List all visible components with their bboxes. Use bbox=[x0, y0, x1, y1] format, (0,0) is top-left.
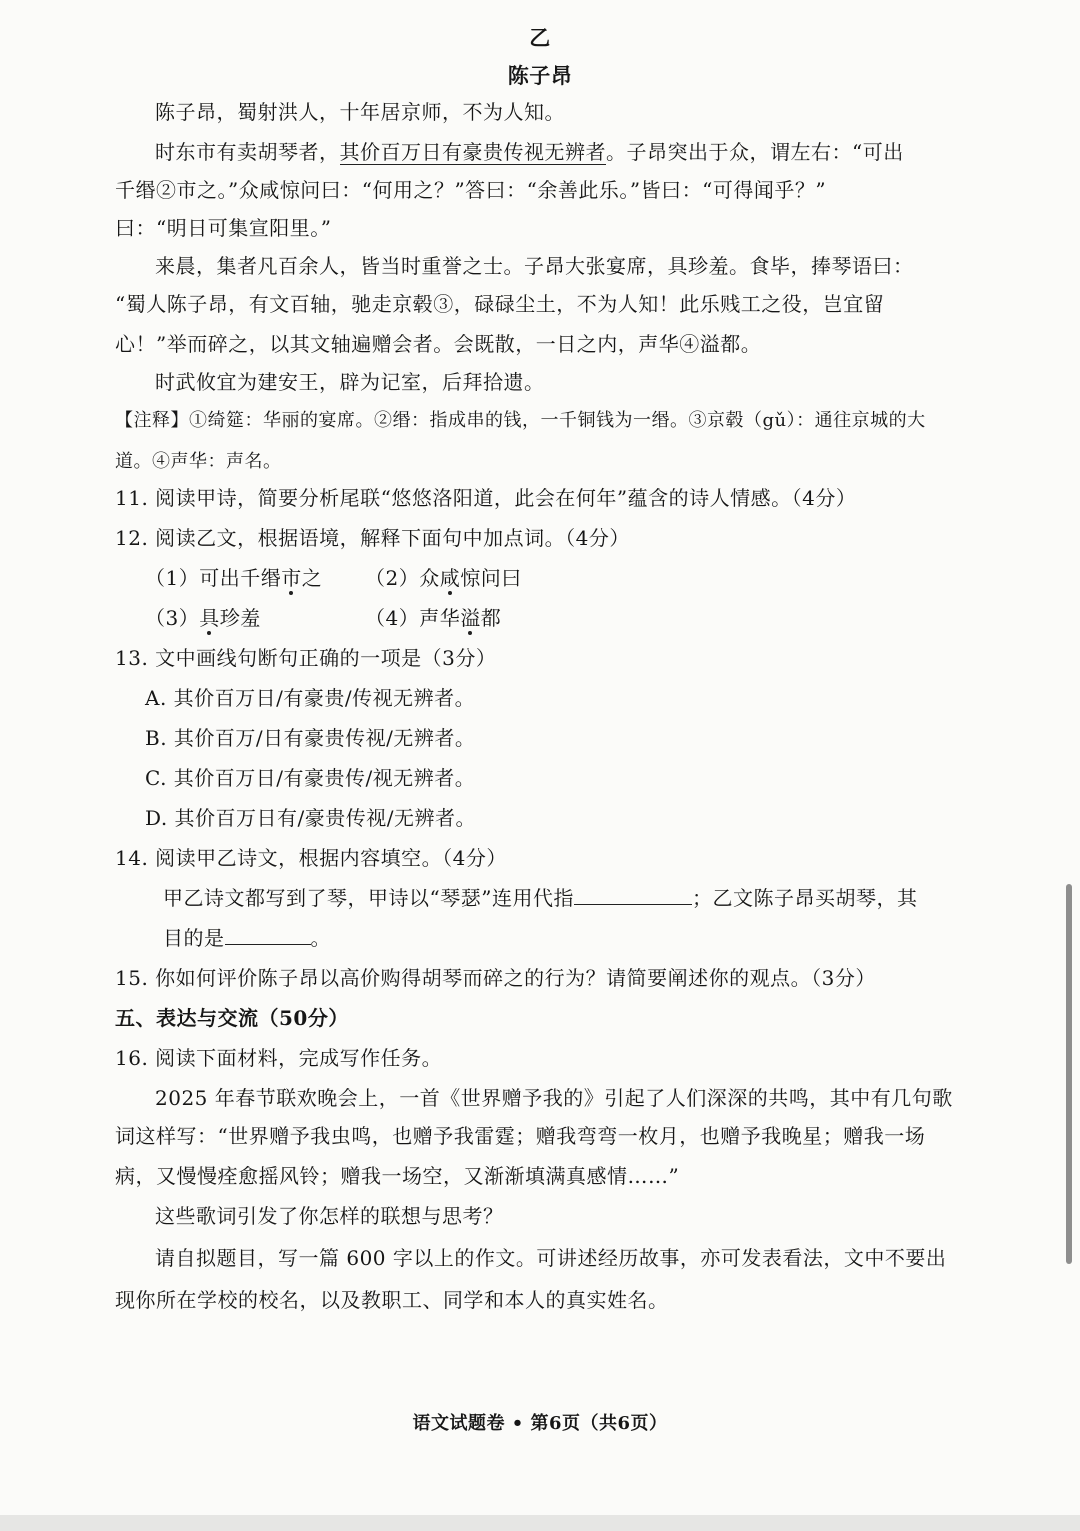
q12-item-4: （4）声华溢都 bbox=[365, 606, 502, 630]
q12-item-2: （2）众咸惊问曰 bbox=[365, 566, 522, 590]
passage-line: 曰：“明日可集宣阳里。” bbox=[115, 216, 332, 240]
passage-line: 千缗②市之。”众咸惊问曰：“何用之？”答曰：“余善此乐。”皆曰：“可得闻乎？” bbox=[115, 178, 827, 202]
section-label: 乙 bbox=[529, 25, 551, 50]
question-16: 16. 阅读下面材料，完成写作任务。 bbox=[115, 1046, 443, 1070]
passage-title: 陈子昂 bbox=[507, 63, 573, 88]
question-12: 12. 阅读乙文，根据语境，解释下面句中加点词。（4分） bbox=[115, 526, 630, 550]
question-14: 14. 阅读甲乙诗文，根据内容填空。（4分） bbox=[115, 846, 507, 870]
dotted-word: 咸 bbox=[439, 566, 461, 590]
question-15: 15. 你如何评价陈子昂以高价购得胡琴而碎之的行为？请简要阐述你的观点。（3分） bbox=[115, 966, 876, 990]
answer-blank[interactable] bbox=[574, 886, 692, 905]
scrollbar-thumb[interactable] bbox=[1066, 884, 1072, 1264]
underlined-sentence: 其价百万日有豪贵传视无辨者 bbox=[339, 140, 606, 164]
passage-paragraph-2: 时东市有卖胡琴者，其价百万日有豪贵传视无辨者。子昂突出于众，谓左右：“可出 bbox=[155, 140, 904, 164]
page-footer: 语文试题卷 • 第6页（共6页） bbox=[412, 1413, 668, 1434]
option-a: A. 其价百万日/有豪贵/传视无辨者。 bbox=[145, 686, 476, 710]
material-line: 病，又慢慢痊愈摇风铃；赠我一场空，又渐渐填满真感情……” bbox=[115, 1164, 680, 1188]
answer-blank[interactable] bbox=[225, 926, 311, 945]
q12-item-1: （1）可出千缗市之 bbox=[145, 566, 323, 590]
option-b: B. 其价百万/日有豪贵传视/无辨者。 bbox=[145, 726, 476, 750]
bottom-edge bbox=[0, 1515, 1080, 1531]
passage-line: “蜀人陈子昂，有文百轴，驰走京毂③，碌碌尘土，不为人知！此乐贱工之役，岂宜留 bbox=[115, 292, 885, 316]
notes-line: 道。④声华：声名。 bbox=[115, 451, 282, 472]
q14-line-2: 目的是 。 bbox=[163, 926, 331, 950]
material-line: 词这样写：“世界赠予我虫鸣，也赠予我雷霆；赠我弯弯一枚月，也赠予我晚星；赠我一场 bbox=[115, 1124, 926, 1148]
passage-paragraph-3: 来晨，集者凡百余人，皆当时重誉之士。子昂大张宴席，具珍羞。食毕，捧琴语曰： bbox=[155, 254, 914, 278]
option-c: C. 其价百万日/有豪贵传/视无辨者。 bbox=[145, 766, 476, 790]
prompt-line: 现你所在学校的校名，以及教职工、同学和本人的真实姓名。 bbox=[115, 1288, 669, 1312]
option-d: D. 其价百万日有/豪贵传视/无辨者。 bbox=[145, 806, 477, 830]
material-line: 2025 年春节联欢晚会上，一首《世界赠予我的》引起了人们深深的共鸣，其中有几句歌 bbox=[155, 1086, 953, 1110]
prompt-line: 请自拟题目，写一篇 600 字以上的作文。可讲述经历故事，亦可发表看法，文中不要出 bbox=[155, 1246, 947, 1270]
passage-paragraph-1: 陈子昂，蜀射洪人，十年居京师，不为人知。 bbox=[155, 100, 565, 124]
passage-paragraph-4: 时武攸宜为建安王，辟为记室，后拜拾遗。 bbox=[155, 370, 545, 394]
dotted-word: 具 bbox=[199, 606, 220, 630]
prompt-line: 这些歌词引发了你怎样的联想与思考？ bbox=[155, 1204, 504, 1228]
q12-item-3: （3）具珍羞 bbox=[145, 606, 261, 630]
dotted-word: 市 bbox=[281, 566, 302, 590]
question-11: 11. 阅读甲诗，简要分析尾联“悠悠洛阳道，此会在何年”蕴含的诗人情感。（4分） bbox=[115, 486, 857, 510]
dotted-word: 溢 bbox=[460, 606, 481, 630]
q14-line-1: 甲乙诗文都写到了琴，甲诗以“琴瑟”连用代指 ；乙文陈子昂买胡琴，其 bbox=[163, 886, 918, 910]
question-13: 13. 文中画线句断句正确的一项是（3分） bbox=[115, 646, 497, 670]
notes-line: 【注释】①绮筵：华丽的宴席。②缗：指成串的钱，一千铜钱为一缗。③京毂（gǔ）：通往京城的大 bbox=[115, 410, 926, 431]
section-5-heading: 五、表达与交流（50分） bbox=[115, 1006, 349, 1030]
passage-line: 心！”举而碎之，以其文轴遍赠会者。会既散，一日之内，声华④溢都。 bbox=[115, 332, 762, 356]
